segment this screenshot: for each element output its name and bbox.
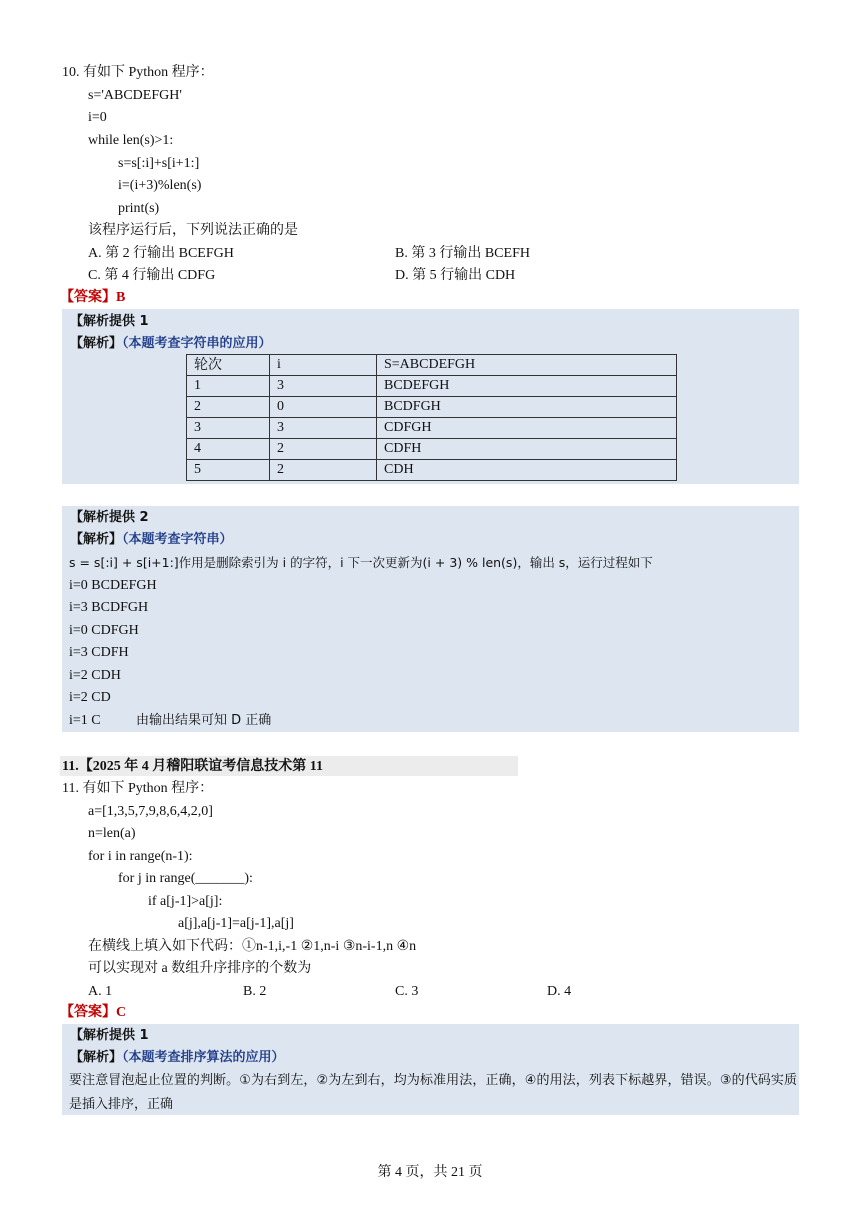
table-cell: CDFH xyxy=(377,439,677,460)
q10-prompt: 该程序运行后，下列说法正确的是 xyxy=(88,223,298,238)
analysis-label: 【解析】 xyxy=(70,336,123,351)
code-line: while len(s)>1: xyxy=(88,133,174,148)
code-line: for i in range(n-1): xyxy=(88,849,193,864)
code-line: a=[1,3,5,7,9,8,6,4,2,0] xyxy=(88,804,213,819)
table-row xyxy=(187,418,677,439)
analysis-title: 【解析提供 2 xyxy=(70,510,149,525)
trace-line: i=2 CD xyxy=(69,690,111,705)
q11-prompt: 可以实现对 a 数组升序排序的个数为 xyxy=(88,961,312,976)
analysis-conclusion: 由输出结果可知 D 正确 xyxy=(136,713,272,728)
code-line: n=len(a) xyxy=(88,826,136,841)
table-cell: BCDEFGH xyxy=(377,376,677,397)
table-row xyxy=(187,460,677,481)
code-line: s='ABCDEFGH' xyxy=(88,88,182,103)
code-line: for j in range(_______): xyxy=(118,871,253,886)
option-a: A. 1 xyxy=(88,984,113,999)
code-line: i=0 xyxy=(88,110,107,125)
table-header-cell: S=ABCDEFGH xyxy=(377,355,677,376)
q11-fill-options: 在横线上填入如下代码：①n-1,i,-1 ②1,n-i ③n-i-1,n ④n xyxy=(88,939,417,954)
option-c: C. 3 xyxy=(395,984,419,999)
table-cell: 2 xyxy=(187,397,270,418)
option-a: A. 第 2 行输出 BCEFGH xyxy=(88,246,234,261)
table-cell: 1 xyxy=(187,376,270,397)
table-header-row xyxy=(187,355,677,376)
trace-line: i=3 BCDFGH xyxy=(69,600,149,615)
q10-answer: 【答案】B xyxy=(60,290,126,305)
table-cell: BCDFGH xyxy=(377,397,677,418)
code-line: if a[j-1]>a[j]: xyxy=(148,894,223,909)
option-d: D. 第 5 行输出 CDH xyxy=(395,268,516,283)
table-cell: 2 xyxy=(270,460,377,481)
analysis-heading xyxy=(70,1048,285,1068)
table-cell: 3 xyxy=(270,376,377,397)
table-cell: 3 xyxy=(187,418,270,439)
trace-line: i=0 CDFGH xyxy=(69,623,139,638)
table-header-cell: 轮次 xyxy=(187,355,270,376)
table-row xyxy=(187,376,677,397)
table-header-cell: i xyxy=(270,355,377,376)
table-cell: 5 xyxy=(187,460,270,481)
q11-answer: 【答案】C xyxy=(60,1005,127,1020)
analysis-description: s = s[:i] + s[i+1:]作用是删除索引为 i 的字符，i 下一次更新为(i + 3) % len(s)，输出 s，运行过程如下 xyxy=(69,555,653,570)
option-d: D. 4 xyxy=(547,984,572,999)
table-cell: 2 xyxy=(270,439,377,460)
q11-stem: 11. 有如下 Python 程序： xyxy=(62,781,214,796)
code-line: a[j],a[j-1]=a[j-1],a[j] xyxy=(178,916,294,931)
analysis-heading xyxy=(70,530,233,550)
option-c: C. 第 4 行输出 CDFG xyxy=(88,268,216,283)
table-cell: CDH xyxy=(377,460,677,481)
analysis-heading xyxy=(70,334,272,354)
page-footer: 第 4 页，共 21 页 xyxy=(377,1165,483,1180)
source-banner-text: 11.【2025 年 4 月稽阳联谊考信息技术第 11 xyxy=(62,759,323,774)
code-line: print(s) xyxy=(118,201,160,216)
table-cell: 0 xyxy=(270,397,377,418)
table-row xyxy=(187,397,677,418)
option-b: B. 2 xyxy=(243,984,267,999)
table-cell: 3 xyxy=(270,418,377,439)
analysis-body: 要注意冒泡起止位置的判断。①为右到左，②为左到右，均为标准用法，正确，④的用法，列表下标越界，错误。③的代码实质是插入排序，正确 xyxy=(69,1073,797,1112)
trace-line: i=2 CDH xyxy=(69,668,121,683)
trace-line: i=0 BCDEFGH xyxy=(69,578,157,593)
analysis-label: 【解析】 xyxy=(70,532,123,547)
trace-line: i=1 C xyxy=(69,713,101,728)
code-line: i=(i+3)%len(s) xyxy=(118,178,202,193)
analysis-topic: （本题考查排序算法的应用） xyxy=(122,1050,285,1065)
analysis-topic: （本题考查字符串的应用） xyxy=(122,336,272,351)
analysis-title: 【解析提供 1 xyxy=(70,1028,149,1043)
trace-line: i=3 CDFH xyxy=(69,645,129,660)
analysis-label: 【解析】 xyxy=(70,1050,123,1065)
option-b: B. 第 3 行输出 BCEFH xyxy=(395,246,530,261)
trace-table xyxy=(186,354,677,481)
table-row xyxy=(187,439,677,460)
analysis-topic: （本题考查字符串） xyxy=(122,532,233,547)
table-cell: CDFGH xyxy=(377,418,677,439)
q10-stem: 10. 有如下 Python 程序： xyxy=(62,65,214,80)
analysis-title: 【解析提供 1 xyxy=(70,314,149,329)
table-cell: 4 xyxy=(187,439,270,460)
code-line: s=s[:i]+s[i+1:] xyxy=(118,156,200,171)
